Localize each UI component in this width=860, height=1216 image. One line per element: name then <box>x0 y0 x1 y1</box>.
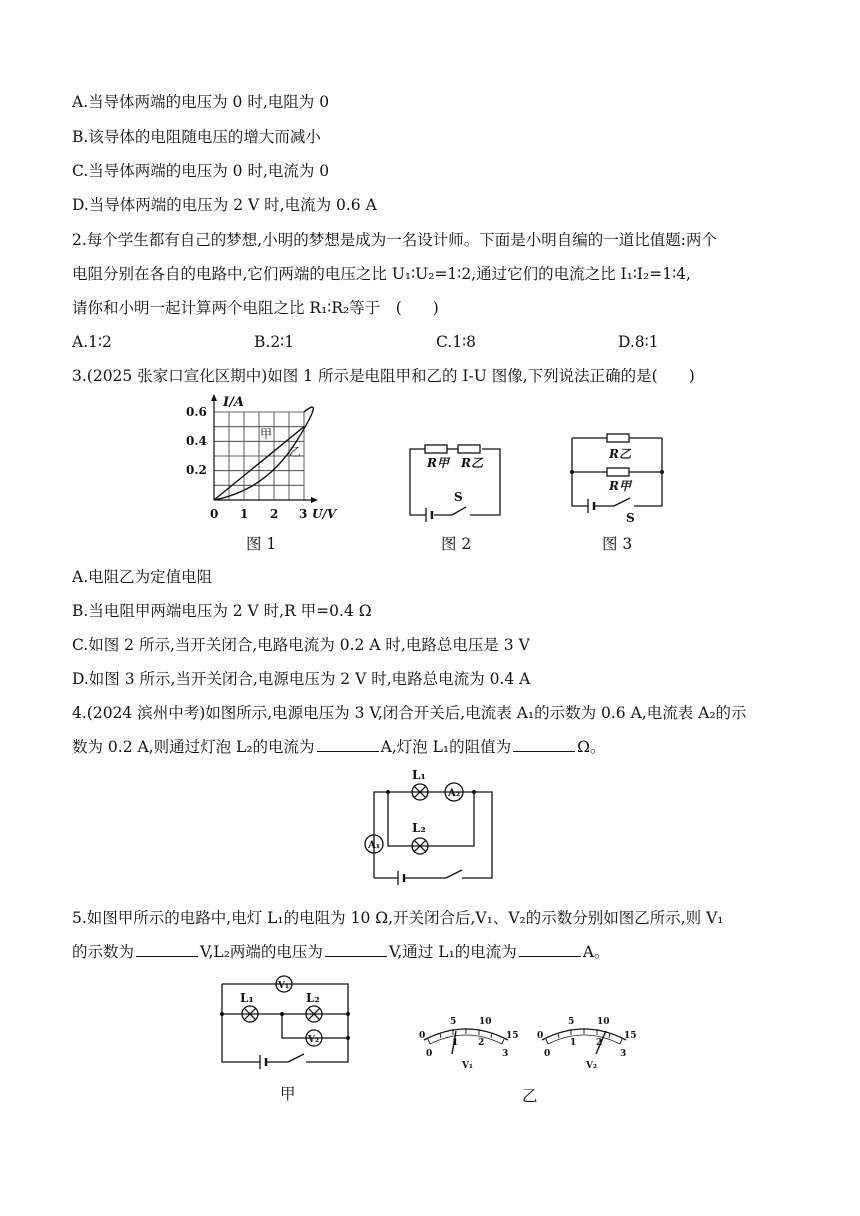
label-lamp-l2: L₂ <box>306 991 320 1005</box>
q2-stem-line-3: 请你和小明一起计算两个电阻之比 R₁∶R₂等于 ( ) <box>72 299 439 317</box>
meter-dial-v1 <box>419 1017 519 1071</box>
label-ammeter-a2: A₂ <box>448 788 461 799</box>
inner-scale-label: 0 <box>426 1049 433 1059</box>
outer-scale-label: 0 <box>537 1031 544 1041</box>
q4-text: A,灯泡 L₁的阻值为 <box>380 738 512 756</box>
q3-figure-1-graph <box>186 392 346 524</box>
q3-option-a: A.电阻乙为定值电阻 <box>72 568 213 586</box>
label-r-yi: R乙 <box>461 456 483 470</box>
q2-option-d: D.8∶1 <box>618 333 659 351</box>
label-ammeter-a1: A₁ <box>368 840 381 851</box>
inner-scale-label: 0 <box>544 1049 551 1059</box>
y-tick-label: 0.2 <box>186 463 207 477</box>
label-voltmeter-v2: V₂ <box>308 1035 319 1045</box>
q2-option-a: A.1∶2 <box>72 333 112 351</box>
y-axis-label: I/A <box>223 395 244 410</box>
q1-option-d: D.当导体两端的电压为 2 V 时,电流为 0.6 A <box>72 196 377 214</box>
label-switch: S <box>626 511 635 524</box>
outer-scale-label: 10 <box>479 1017 492 1027</box>
label-switch: S <box>454 490 463 504</box>
y-tick-label: 0.6 <box>186 405 207 419</box>
q3-option-c: C.如图 2 所示,当开关闭合,电路电流为 0.2 A 时,电路总电压是 3 V <box>72 636 530 654</box>
figure-2-caption: 图 2 <box>441 535 472 553</box>
q5-figure-yi-meter-dials <box>410 1010 640 1074</box>
q5-text: 的示数为 <box>72 943 135 961</box>
q4-stem-line-2 <box>72 737 605 757</box>
q2-stem-line-2: 电阻分别在各自的电路中,它们两端的电压之比 U₁∶U₂=1∶2,通过它们的电流之比 I₁∶I₂=1∶4, <box>72 265 691 283</box>
outer-scale-label: 15 <box>506 1031 519 1041</box>
q2-option-c: C.1∶8 <box>436 333 476 351</box>
label-r-jia: R甲 <box>609 479 631 493</box>
answer-blank[interactable] <box>513 737 575 752</box>
curve-label-jia: 甲 <box>260 427 273 441</box>
outer-scale-label: 15 <box>624 1031 637 1041</box>
q3-figure-2-series-circuit <box>400 435 510 525</box>
label-r-yi: R乙 <box>609 447 631 461</box>
q5-text: V,通过 L₁的电流为 <box>388 943 517 961</box>
outer-scale-label: 5 <box>450 1017 457 1027</box>
q4-stem-line-1: 4.(2024 滨州中考)如图所示,电源电压为 3 V,闭合开关后,电流表 A₁的示数为 0.6 A,电流表 A₂的示 <box>72 704 747 722</box>
inner-scale-label: 3 <box>502 1049 509 1059</box>
inner-scale-label: 2 <box>478 1038 485 1048</box>
q5-text: V,L₂两端的电压为 <box>200 943 323 961</box>
x-axis-label: U/V <box>312 507 337 521</box>
y-tick-label: 0.4 <box>186 434 207 448</box>
answer-blank[interactable] <box>317 737 379 752</box>
q3-option-d: D.如图 3 所示,当开关闭合,电源电压为 2 V 时,电路总电流为 0.4 A <box>72 670 531 688</box>
inner-scale-label: 3 <box>620 1049 627 1059</box>
q4-text: Ω。 <box>577 738 606 756</box>
x-tick-label: 2 <box>270 507 279 521</box>
answer-blank[interactable] <box>136 942 198 957</box>
q3-stem: 3.(2025 张家口宣化区期中)如图 1 所示是电阻甲和乙的 I-U 图像,下列说法正确的是( ) <box>72 367 695 385</box>
figure-jia-caption: 甲 <box>280 1085 296 1103</box>
meter-label-v2: V₂ <box>586 1061 597 1071</box>
curve-label-yi: 乙 <box>289 445 302 459</box>
answer-blank[interactable] <box>325 942 387 957</box>
q2-option-b: B.2∶1 <box>254 333 295 351</box>
inner-scale-label: 1 <box>452 1038 459 1048</box>
outer-scale-label: 10 <box>597 1017 610 1027</box>
q5-stem-line-2 <box>72 942 610 962</box>
label-lamp-l2: L₂ <box>412 821 426 835</box>
figure-yi-caption: 乙 <box>522 1087 538 1105</box>
q1-option-c: C.当导体两端的电压为 0 时,电流为 0 <box>72 162 330 180</box>
q1-option-b: B.该导体的电阻随电压的增大而减小 <box>72 128 321 146</box>
label-voltmeter-v1: V₁ <box>278 981 289 991</box>
outer-scale-label: 0 <box>419 1031 426 1041</box>
x-tick-label: 3 <box>299 507 308 521</box>
inner-scale-label: 2 <box>596 1038 603 1048</box>
label-lamp-l1: L₁ <box>240 991 254 1005</box>
q2-stem-line-1: 2.每个学生都有自己的梦想,小明的梦想是成为一名设计师。下面是小明自编的一道比值题:两个 <box>72 231 717 249</box>
outer-scale-label: 5 <box>568 1017 575 1027</box>
meter-dial-v2 <box>537 1017 637 1071</box>
meter-label-v1: V₁ <box>462 1061 473 1071</box>
inner-scale-label: 1 <box>570 1038 577 1048</box>
q3-figure-3-parallel-circuit <box>562 430 672 524</box>
figure-1-caption: 图 1 <box>246 535 277 553</box>
q4-circuit-diagram <box>354 768 504 886</box>
figure-3-caption: 图 3 <box>602 535 633 553</box>
q5-figure-jia-circuit <box>214 972 356 1072</box>
x-tick-label: 1 <box>240 507 249 521</box>
answer-blank[interactable] <box>519 942 581 957</box>
q5-stem-line-1: 5.如图甲所示的电路中,电灯 L₁的电阻为 10 Ω,开关闭合后,V₁、V₂的示数分别如图乙所示,则 V₁ <box>72 909 724 927</box>
q4-text: 数为 0.2 A,则通过灯泡 L₂的电流为 <box>72 738 315 756</box>
q3-option-b: B.当电阻甲两端电压为 2 V 时,R 甲=0.4 Ω <box>72 602 372 620</box>
q5-text: A。 <box>582 943 610 961</box>
q1-option-a: A.当导体两端的电压为 0 时,电阻为 0 <box>72 93 330 111</box>
x-tick-label: 0 <box>210 507 219 521</box>
label-r-jia: R甲 <box>427 456 449 470</box>
label-lamp-l1: L₁ <box>412 768 426 782</box>
